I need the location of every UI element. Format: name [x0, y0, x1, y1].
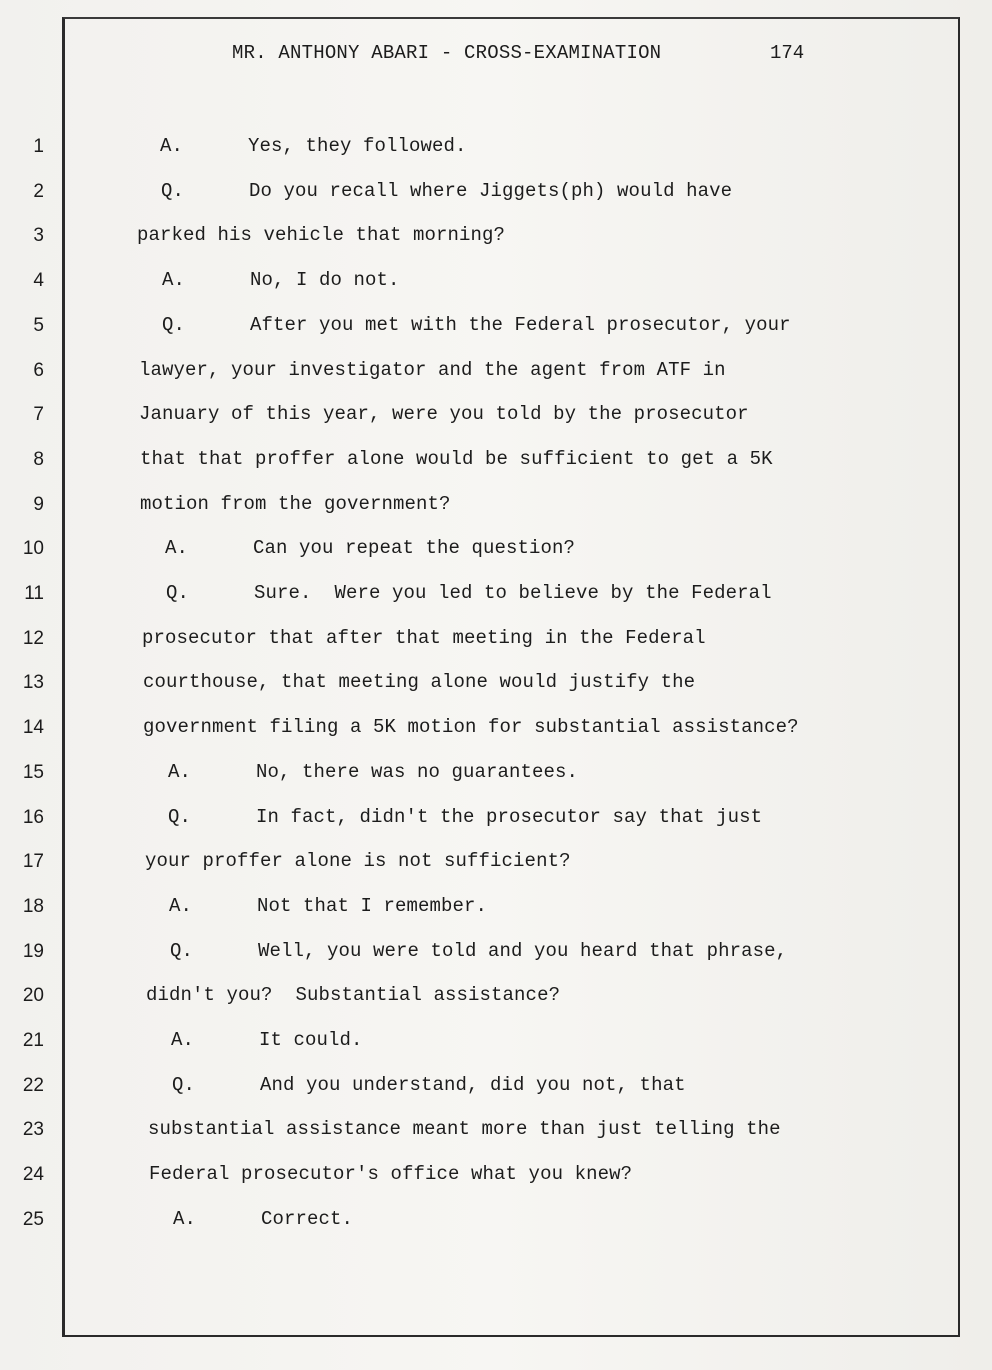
line-content: Do you recall where Jiggets(ph) would have [249, 180, 733, 202]
line-content: Can you repeat the question? [253, 537, 576, 559]
line-content: Not that I remember. [257, 895, 488, 917]
line-number: 24 [22, 1164, 44, 1185]
line-number: 21 [22, 1030, 44, 1051]
line-number: 5 [33, 315, 44, 336]
line-content: parked his vehicle that morning? [137, 224, 506, 246]
line-number: 9 [33, 494, 44, 515]
speaker-label: A. [173, 1208, 197, 1230]
testimony-line [143, 716, 799, 738]
line-content: After you met with the Federal prosecutor, your [250, 314, 791, 336]
line-content: In fact, didn't the prosecutor say that just [256, 806, 763, 828]
line-content: prosecutor that after that meeting in the Federal [142, 627, 706, 649]
testimony-line [140, 448, 773, 470]
testimony-line-speaker [162, 269, 400, 291]
line-number: 6 [33, 360, 44, 381]
speaker-label: Q. [166, 582, 190, 604]
line-content: Correct. [261, 1208, 354, 1230]
line-number: 4 [33, 270, 44, 291]
line-number: 1 [33, 136, 44, 157]
testimony-line-speaker [171, 1029, 363, 1051]
line-content: lawyer, your investigator and the agent from ATF in [139, 359, 726, 381]
speaker-label: A. [162, 269, 186, 291]
line-content: No, there was no guarantees. [256, 761, 579, 783]
speaker-label: A. [171, 1029, 195, 1051]
testimony-line-speaker [166, 582, 772, 604]
testimony-line [146, 984, 560, 1006]
line-content: government filing a 5K motion for substantial assistance? [143, 716, 799, 738]
line-content: It could. [259, 1029, 363, 1051]
line-content: Federal prosecutor's office what you knew? [149, 1163, 633, 1185]
line-content: January of this year, were you told by the prosecutor [139, 403, 749, 425]
testimony-line [142, 627, 706, 649]
speaker-label: Q. [162, 314, 186, 336]
line-number: 15 [22, 762, 44, 783]
line-content: substantial assistance meant more than just telling the [148, 1118, 781, 1140]
line-number: 7 [33, 404, 44, 425]
speaker-label: Q. [168, 806, 192, 828]
testimony-line-speaker [173, 1208, 353, 1230]
line-content: Sure. Were you led to believe by the Federal [254, 582, 772, 604]
line-content: didn't you? Substantial assistance? [146, 984, 561, 1006]
testimony-line-speaker [161, 180, 732, 202]
line-content: that that proffer alone would be sufficient to get a 5K [140, 448, 773, 470]
speaker-label: A. [168, 761, 192, 783]
testimony-line-speaker [162, 314, 791, 336]
line-number: 19 [22, 941, 44, 962]
testimony-line [139, 359, 726, 381]
line-number: 3 [33, 225, 44, 246]
speaker-label: A. [169, 895, 193, 917]
line-number: 25 [22, 1209, 44, 1230]
testimony-line-speaker [165, 537, 575, 559]
speaker-label: Q. [170, 940, 194, 962]
line-content: And you understand, did you not, that [260, 1074, 686, 1096]
speaker-label: A. [165, 537, 189, 559]
line-number: 8 [33, 449, 44, 470]
testimony-line-speaker [170, 940, 787, 962]
testimony-line [139, 403, 749, 425]
line-number: 16 [22, 807, 44, 828]
testimony-line-speaker [168, 806, 762, 828]
line-number: 22 [22, 1075, 44, 1096]
line-number: 10 [22, 538, 44, 559]
line-number: 14 [22, 717, 44, 738]
testimony-line-speaker [169, 895, 487, 917]
line-number: 17 [22, 851, 44, 872]
line-number: 12 [22, 628, 44, 649]
testimony-line [140, 493, 451, 515]
line-number: 18 [22, 896, 44, 917]
testimony-line-speaker [168, 761, 578, 783]
speaker-label: A. [160, 135, 184, 157]
line-content: your proffer alone is not sufficient? [145, 850, 571, 872]
line-content: Well, you were told and you heard that phrase, [258, 940, 788, 962]
page-title: MR. ANTHONY ABARI - CROSS-EXAMINATION [232, 42, 662, 64]
page-number: 174 [770, 42, 805, 64]
testimony-line-speaker [172, 1074, 686, 1096]
line-content: No, I do not. [250, 269, 400, 291]
line-number: 13 [22, 672, 44, 693]
line-number: 23 [22, 1119, 44, 1140]
line-content: motion from the government? [140, 493, 451, 515]
testimony-line [137, 224, 505, 246]
testimony-line [143, 671, 695, 693]
line-number: 11 [24, 583, 44, 604]
speaker-label: Q. [172, 1074, 196, 1096]
testimony-line [148, 1118, 781, 1140]
line-content: Yes, they followed. [248, 135, 467, 157]
testimony-line [149, 1163, 632, 1185]
testimony-line-speaker [160, 135, 467, 157]
speaker-label: Q. [161, 180, 185, 202]
line-number: 2 [33, 181, 44, 202]
line-content: courthouse, that meeting alone would justify the [143, 671, 696, 693]
testimony-line [145, 850, 571, 872]
line-number: 20 [22, 985, 44, 1006]
